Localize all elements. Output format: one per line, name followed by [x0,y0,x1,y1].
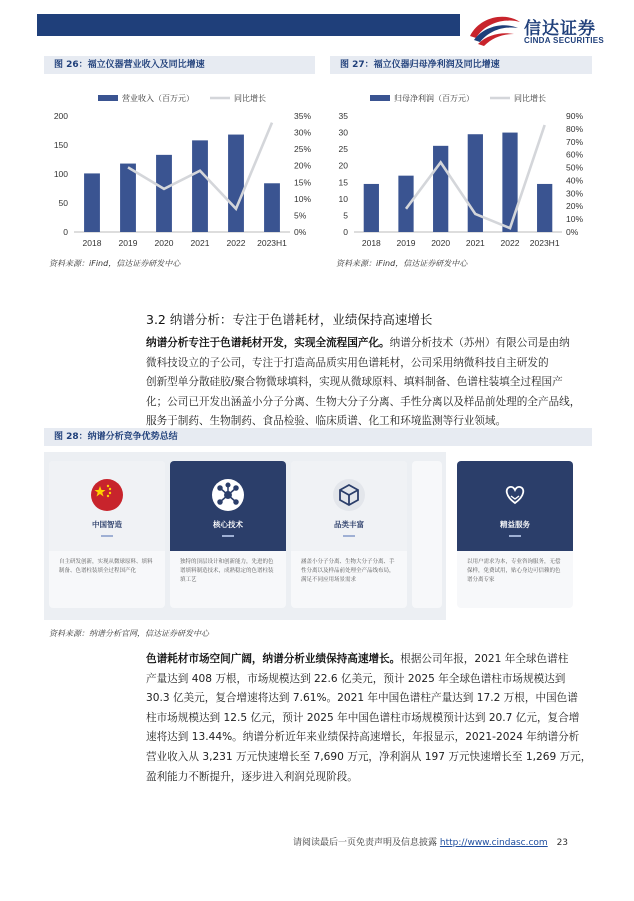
fig26-source: 资料来源：iFind，信达证券研发中心 [49,259,181,268]
fig28-title: 图 28：纳谱分析竞争优势总结 [44,428,592,446]
section-title: 3.2 纳谱分析：专注于色谱耗材，业绩保持高速增长 [146,312,433,327]
y-tick-label: 100 [53,169,68,179]
para2 [146,650,592,787]
y2-tick-label: 90% [566,111,584,121]
x-tick-label: 2020 [154,238,174,248]
legend-line-label: 同比增长 [234,94,266,103]
footer [293,835,568,848]
legend-bar-label: 归母净利润（百万元） [394,94,474,103]
fig27-chart [330,80,600,252]
para1-lead: 纳谱分析专注于色谱耗材开发，实现全流程国产化。 [146,337,390,349]
card-title: 核心技术 [213,520,243,529]
card-core-tech [170,461,286,608]
y2-tick-label: 80% [566,123,584,134]
bar [192,140,208,232]
bar [433,146,448,232]
y-tick-label: 0 [63,227,68,237]
y2-tick-label: 50% [566,162,584,173]
para2-line-6: 盈利能力不断提升，逐步进入利润兑现阶段。 [146,770,358,783]
brand-logo [466,10,626,50]
card-title: 品类丰富 [334,520,364,529]
bar [264,183,280,232]
legend-bar-swatch [370,95,390,101]
card-lean-service [457,461,573,608]
x-tick-label: 2021 [190,238,210,248]
y-tick-label: 10 [338,193,348,204]
card-china-made [49,461,165,608]
para1-line-2: 创新型单分散硅胶/聚合物微球填料，实现从微球原料、填料制备、色谱柱装填全过程国产 [146,376,563,389]
para1-line-4: 服务于制药、生物制药、食品检验、临床质谱、化工和环境监测等行业领域。 [146,415,507,428]
molecule-network-icon [212,479,244,511]
y-tick-label: 25 [338,144,348,155]
para2-line-4: 速将达到 13.44%。纳谱分析近年来业绩保持高速增长，年报显示，2021-2024 年纳谱分析 [146,731,580,744]
para2-line-0: 色谱耗材市场空间广阔，纳谱分析业绩保持高速增长。根据公司年报，2021 年全球色谱柱 [146,653,569,665]
card-text: 涵盖小分子分离、生物大分子分离、手性分离以及样品前处理全产品线布局，满足不同应用场景需求 [301,559,395,583]
x-tick-label: 2023H1 [257,238,287,248]
footer-link[interactable]: http://www.cindasc.com [439,838,548,848]
y-tick-label: 5 [343,210,348,221]
bar [84,173,100,232]
header-bar [37,14,460,36]
bar [156,155,172,232]
y-tick-label: 35 [338,111,348,121]
x-tick-label: 2023H1 [529,238,560,248]
y-tick-label: 15 [338,177,348,188]
x-tick-label: 2019 [118,238,138,248]
y-tick-label: 200 [53,111,68,121]
x-tick-label: 2018 [82,238,102,248]
card-rich-categories [291,461,407,608]
fig26-chart [44,80,326,252]
heart-hands-icon [499,479,531,511]
bar [537,184,552,232]
card-title: 中国智造 [92,520,122,529]
para2-lead: 色谱耗材市场空间广阔，纳谱分析业绩保持高速增长。 [146,653,401,665]
para2-line-2: 30.3 亿美元，复合增速将达到 7.61%。2021 年中国色谱柱产量达到 17.2 万根，中国色谱 [146,692,578,705]
y2-tick-label: 70% [566,136,584,147]
y2-tick-label: 30% [566,188,584,199]
bar [364,184,379,232]
x-tick-label: 2020 [431,238,451,248]
y2-tick-label: 20% [294,160,312,171]
y2-tick-label: 5% [294,210,307,221]
y-tick-label: 0 [343,227,348,237]
para1-line-1: 微科技设立的子公司，专注于打造高品质实用色谱耗材，公司采用纳微科技自主研发的 [146,356,549,369]
bar [228,135,244,232]
y2-tick-label: 60% [566,149,584,160]
fig27-title: 图 27：福立仪器归母净利润及同比增速 [330,56,592,74]
x-tick-label: 2022 [500,238,520,248]
y-tick-label: 30 [338,127,348,138]
y2-tick-label: 20% [566,201,584,212]
fig26-title: 图 26：福立仪器营业收入及同比增速 [44,56,315,74]
bar [398,176,413,232]
footer-disclaimer: 请阅读最后一页免责声明及信息披露 [293,838,438,848]
bar [120,164,136,232]
para1 [146,334,592,432]
para2-line-3: 柱市场规模达到 12.5 亿元，预计 2025 年中国色谱柱市场规模预计达到 20.7 亿元，复合增 [146,711,580,724]
card-text: 以用户需求为本，专业咨询服务，无偿保样，免费试用，贴心身边可信赖的色谱分离专家 [467,559,561,583]
x-tick-label: 2018 [361,238,381,248]
legend-bar-swatch [98,95,118,101]
china-flag-icon [91,479,123,511]
brand-name-en: CINDA SECURITIES [524,36,605,45]
y-tick-label: 150 [53,140,68,150]
fig28-source: 资料来源：纳谱分析官网，信达证券研发中心 [49,629,209,638]
y2-tick-label: 10% [294,193,312,204]
card-text: 独特的顶层设计和创新能力，先进的色谱填料制造技术，成熟稳定的色谱柱装填工艺 [180,559,274,583]
card-title: 精益服务 [500,520,530,529]
para2-line-5: 营业收入从 3,231 万元快速增长至 7,690 万元，净利润从 197 万元快速增长至 1,269 万元， [146,750,592,763]
x-tick-label: 2019 [396,238,416,248]
y2-tick-label: 10% [566,214,584,225]
page-number: 23 [556,838,569,848]
card-edge-spacer [412,461,442,608]
para1-line-0: 纳谱分析专注于色谱耗材开发，实现全流程国产化。纳谱分析技术（苏州）有限公司是由纳 [146,337,570,349]
y-tick-label: 50 [58,198,68,208]
y-tick-label: 20 [338,160,348,171]
cube-box-icon [333,479,365,511]
legend-bar-label: 营业收入（百万元） [122,94,194,103]
y2-tick-label: 40% [566,175,584,186]
y2-tick-label: 30% [294,127,312,138]
para1-line-3: 化；公司已开发出涵盖小分子分离、生物大分子分离、手性分离以及样品前处理的全产品线， [146,395,581,408]
cinda-logo-icon [466,10,522,50]
para2-line-1: 产量达到 408 万根，市场规模达到 22.6 亿美元，预计 2025 年全球色谱柱市场规模达到 [146,672,566,685]
x-tick-label: 2021 [465,238,485,248]
y2-tick-label: 0% [566,227,579,237]
bar [502,133,517,232]
legend-line-label: 同比增长 [514,94,546,103]
x-tick-label: 2022 [226,238,246,248]
brand-name-cn: 信达证券 [524,19,596,39]
fig27-source: 资料来源：iFind，信达证券研发中心 [336,259,468,268]
y2-tick-label: 0% [294,227,307,237]
y2-tick-label: 15% [294,177,312,188]
y2-tick-label: 35% [294,111,312,121]
y2-tick-label: 25% [294,144,312,155]
card-text: 自主研发创新，实现从微球原料、填料制备、色谱柱装填全过程国产化 [59,559,153,574]
